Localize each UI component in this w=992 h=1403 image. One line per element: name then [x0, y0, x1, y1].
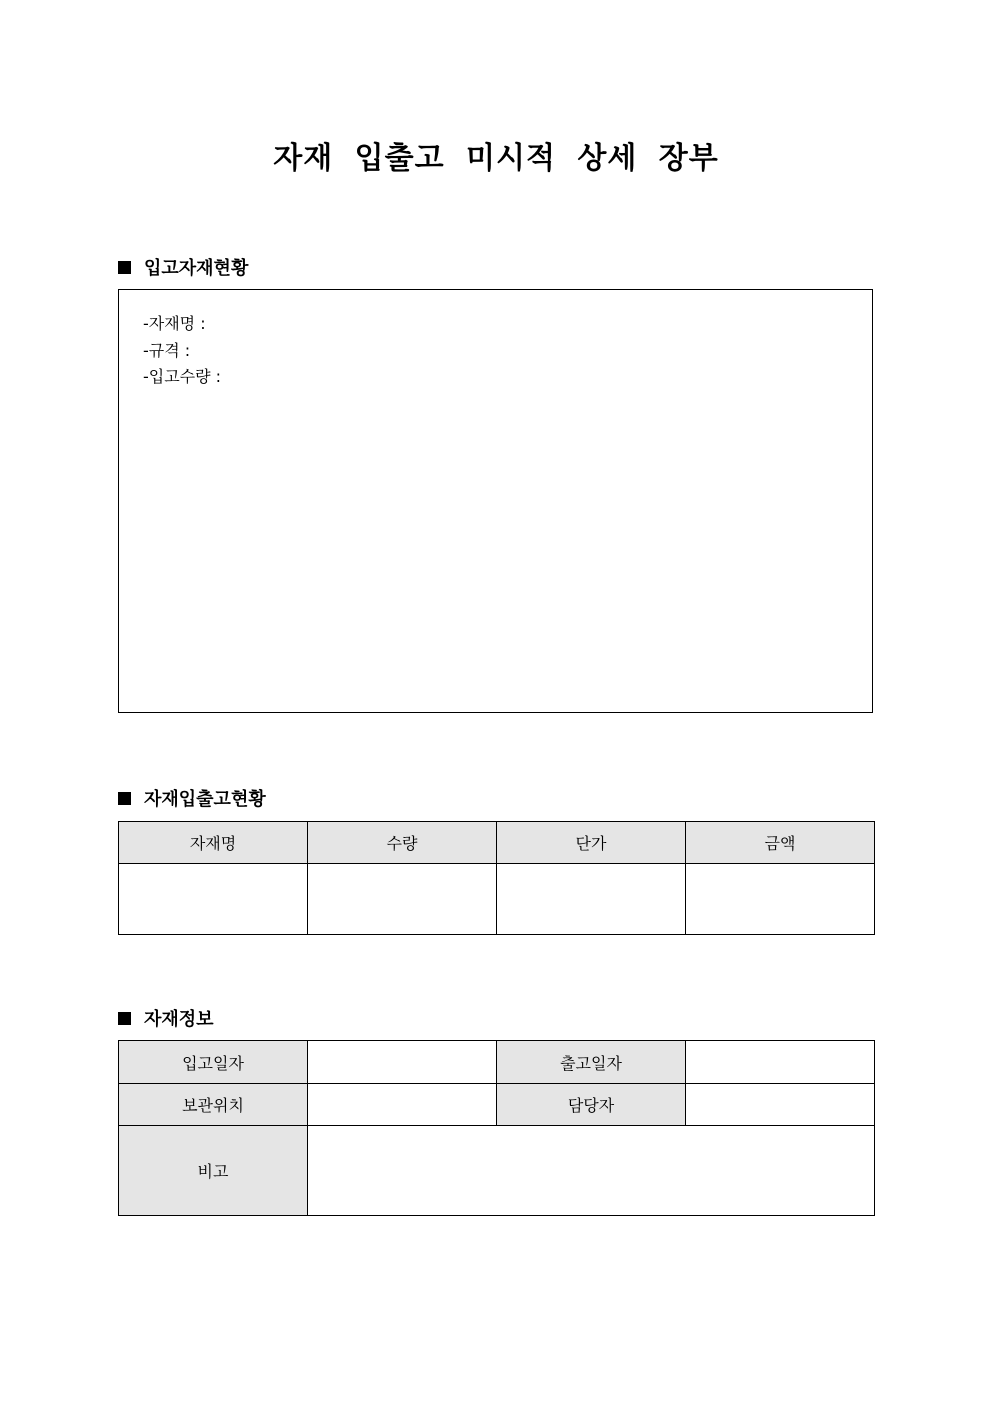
square-bullet-icon	[118, 261, 131, 274]
table-row	[119, 864, 875, 935]
remarks-value-cell[interactable]	[308, 1126, 875, 1216]
square-bullet-icon	[118, 792, 131, 805]
material-name-line: -자재명 :	[143, 314, 206, 333]
out-date-value-cell[interactable]	[686, 1041, 875, 1084]
section-heading-label: 자재정보	[144, 1009, 214, 1030]
incoming-status-box[interactable]	[118, 289, 873, 713]
material-info-table	[118, 1040, 875, 1216]
location-label: 보관위치	[119, 1084, 308, 1126]
quantity-cell[interactable]	[308, 864, 497, 935]
material-name-cell[interactable]	[119, 864, 308, 935]
info-row-dates	[119, 1041, 875, 1084]
inout-table	[118, 821, 875, 935]
section-heading-incoming	[118, 254, 248, 280]
section-heading-info	[118, 1005, 214, 1031]
amount-cell[interactable]	[686, 864, 875, 935]
section-heading-label: 입고자재현황	[144, 258, 249, 279]
in-date-value-cell[interactable]	[308, 1041, 497, 1084]
spec-line: -규격 :	[143, 340, 191, 360]
remarks-label: 비고	[119, 1126, 308, 1216]
section-heading-inout	[118, 785, 266, 811]
square-bullet-icon	[118, 1012, 131, 1025]
column-header-unit-price: 단가	[497, 822, 686, 864]
manager-label: 담당자	[497, 1084, 686, 1126]
info-row-remarks	[119, 1126, 875, 1216]
column-header-quantity: 수량	[308, 822, 497, 864]
table-header-row	[119, 822, 875, 864]
info-row-location	[119, 1084, 875, 1126]
in-date-label: 입고일자	[119, 1041, 308, 1084]
out-date-label: 출고일자	[497, 1041, 686, 1084]
section-heading-label: 자재입출고현황	[144, 789, 266, 810]
document-title: 자재 입출고 미시적 상세 장부	[273, 141, 719, 176]
location-value-cell[interactable]	[308, 1084, 497, 1126]
unit-price-cell[interactable]	[497, 864, 686, 935]
incoming-quantity-line: -입고수량 :	[143, 367, 222, 386]
column-header-amount: 금액	[686, 822, 875, 864]
column-header-material-name: 자재명	[119, 822, 308, 864]
manager-value-cell[interactable]	[686, 1084, 875, 1126]
